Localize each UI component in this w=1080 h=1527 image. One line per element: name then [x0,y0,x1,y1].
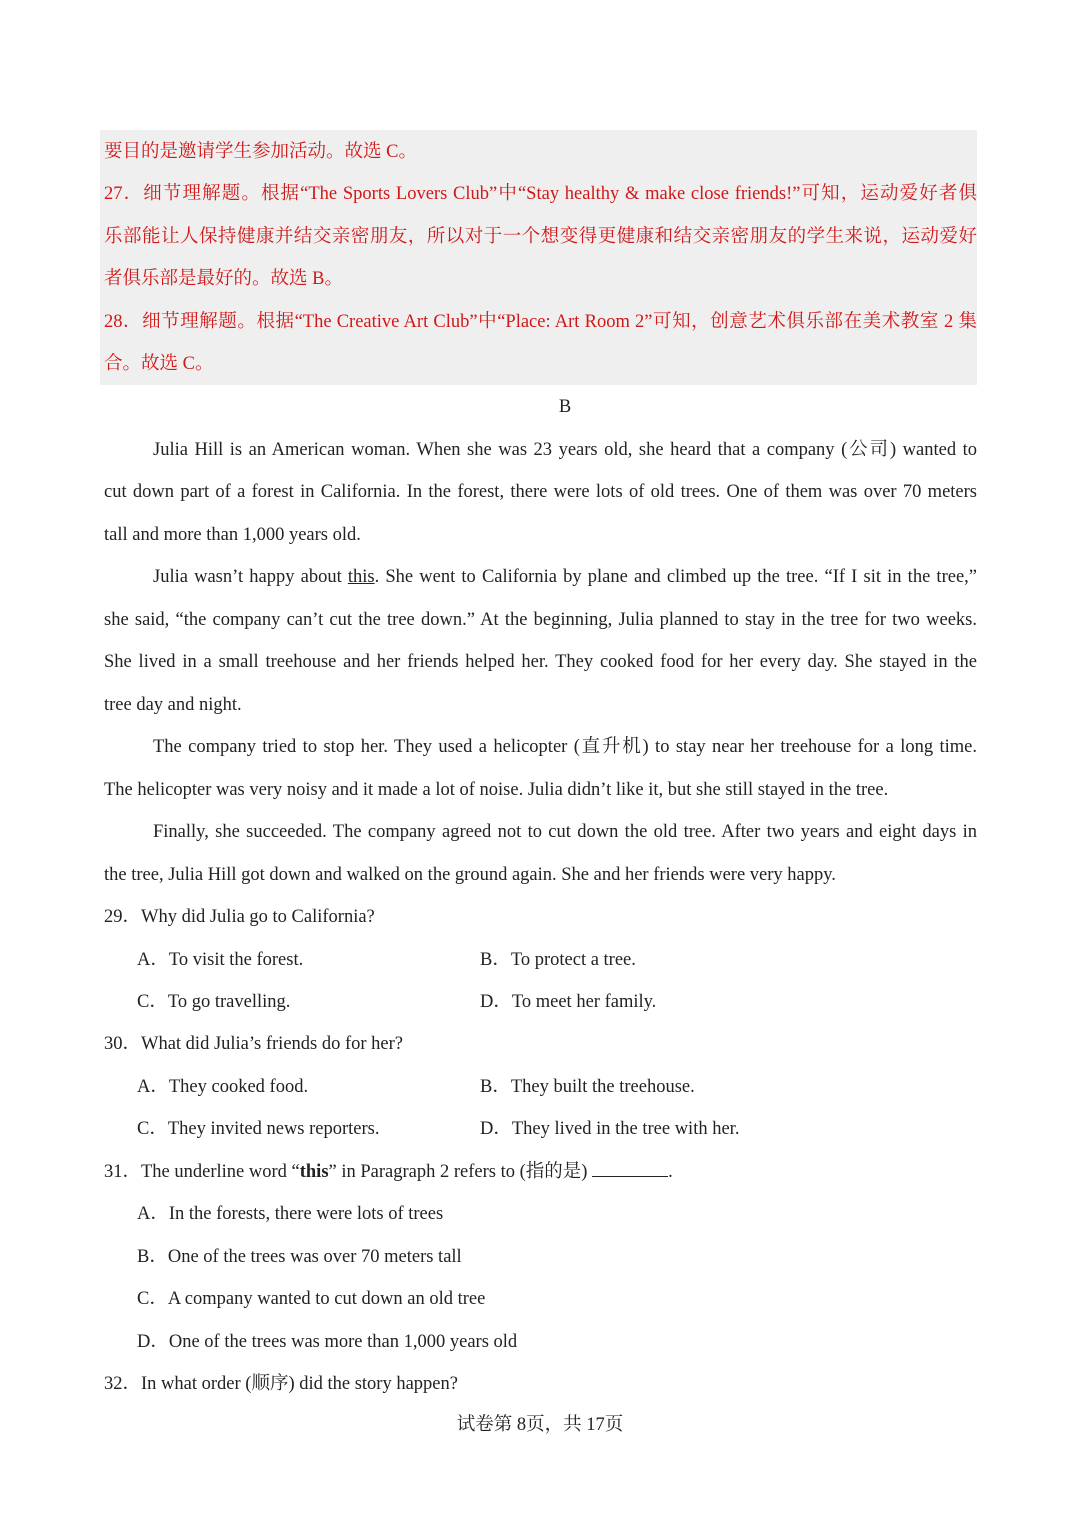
bold-word: this [299,1162,329,1182]
option-b: B．One of the trees was over 70 meters tall [137,1247,462,1267]
page-footer: 试卷第 8页，共 17页 [456,1415,624,1435]
passage-line: The helicopter was very noisy and it made a lot of noise. Julia didn’t like it, but she still stayed in the tree. [104,780,889,800]
passage-line: She lived in a small treehouse and her friends helped her. They cooked food for her every day. She stayed in the [104,652,977,672]
option-d: D．One of the trees was more than 1,000 years old [137,1332,518,1352]
question-stem: 32．In what order (顺序) did the story happen? [104,1374,458,1394]
option-b: B．To protect a tree. [480,950,636,970]
passage-line: the tree, Julia Hill got down and walked on the ground again. She and her friends were very happy. [104,865,836,885]
option-a: A．They cooked food. [137,1077,309,1097]
question-stem: 31．The underline word “this” in Paragraph 2 refers to (指的是) . [104,1162,673,1182]
option-a: A．In the forests, there were lots of trees [137,1204,444,1224]
passage-line: tall and more than 1,000 years old. [104,525,361,545]
answer-blank [592,1160,668,1177]
option-b: B．They built the treehouse. [480,1077,695,1097]
answer-line: 28．细节理解题。根据“The Creative Art Club”中“Place: Art Room 2”可知，创意艺术俱乐部在美术教室 2 集 [104,312,977,332]
answer-line: 乐部能让人保持健康并结交亲密朋友，所以对于一个想变得更健康和结交亲密朋友的学生来说，运动爱好 [104,227,977,247]
question-stem: 29．Why did Julia go to California? [104,907,375,927]
option-d: D．To meet her family. [480,992,657,1012]
option-a: A．To visit the forest. [137,950,304,970]
option-c: C．They invited news reporters. [137,1119,380,1139]
answer-line: 者俱乐部是最好的。故选 B。 [104,269,343,289]
option-c: C．A company wanted to cut down an old tree [137,1289,486,1309]
question-stem: 30．What did Julia’s friends do for her? [104,1034,404,1054]
option-d: D．They lived in the tree with her. [480,1119,740,1139]
passage-line: The company tried to stop her. They used a helicopter (直升机) to stay near her treehouse for a long time. [153,737,977,757]
section-label: B [558,397,572,417]
option-c: C．To go travelling. [137,992,291,1012]
passage-line: cut down part of a forest in California. In the forest, there were lots of old trees. One of them was over 70 meters [104,482,977,502]
passage-line: Julia wasn’t happy about this. She went to California by plane and climbed up the tree. “If I sit in the tree,” [153,567,977,587]
underlined-word: this [347,567,375,587]
passage-line: Julia Hill is an American woman. When she was 23 years old, she heard that a company (公司) wanted to [153,440,977,460]
passage-line: she said, “the company can’t cut the tree down.” At the beginning, Julia planned to stay in the tree for two weeks. [104,610,977,630]
answer-line: 27．细节理解题。根据“The Sports Lovers Club”中“Stay healthy & make close friends!”可知，运动爱好者俱 [104,184,977,204]
answer-line: 要目的是邀请学生参加活动。故选 C。 [104,142,417,162]
answer-line: 合。故选 C。 [104,354,214,374]
passage-line: tree day and night. [104,695,242,715]
passage-line: Finally, she succeeded. The company agreed not to cut down the old tree. After two years and eight days in [153,822,977,842]
answer-explanation-box [100,130,977,385]
